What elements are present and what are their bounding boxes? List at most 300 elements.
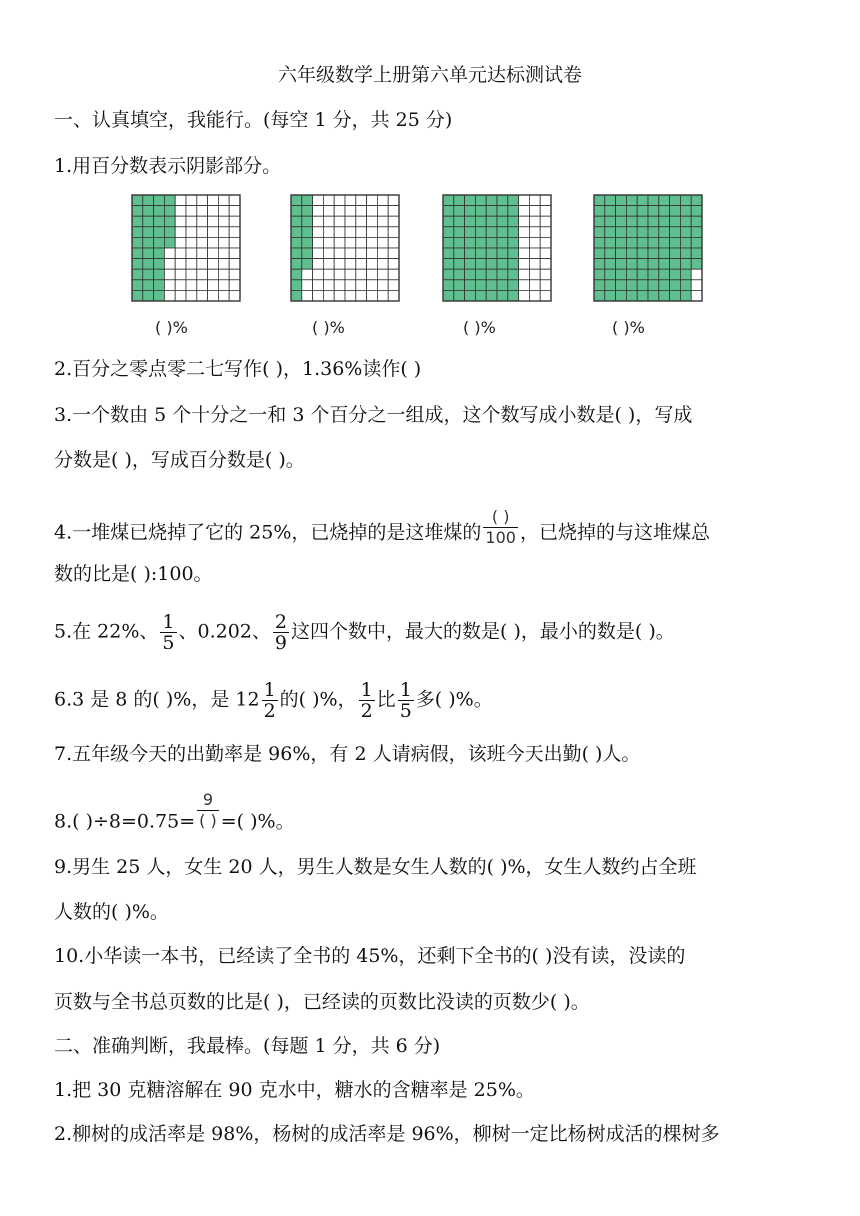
empty-cell [186,206,197,217]
empty-cell [388,269,399,280]
empty-cell [540,237,551,248]
question-9-line-1: 9.男生 25 人，女生 20 人，男生人数是女生人数的( )%，女生人数约占全班 [54,856,697,878]
shaded-cell [680,227,691,238]
empty-cell [356,248,367,259]
shaded-cell [616,248,627,259]
question-10-line-1: 10.小华读一本书，已经读了全书的 45%，还剩下全书的( )没有读，没读的 [54,945,686,967]
shaded-cell [659,259,670,270]
empty-cell [356,206,367,217]
shaded-cell [475,248,486,259]
shaded-cell [594,248,605,259]
shaded-cell [164,195,175,206]
shaded-cell [605,280,616,291]
shaded-cell [465,259,476,270]
empty-cell [208,259,219,270]
question-5 [54,612,675,653]
shaded-cell [648,227,659,238]
shaded-cell [626,237,637,248]
empty-cell [175,206,186,217]
question-5-text-b: 、0.202、 [178,620,271,643]
empty-cell [691,290,702,301]
shaded-cell [443,206,454,217]
shaded-cell [143,216,154,227]
shaded-cell [154,248,165,259]
shaded-cell [691,206,702,217]
shaded-cell [132,259,143,270]
empty-cell [175,227,186,238]
shaded-cell [626,269,637,280]
empty-cell [218,269,229,280]
empty-cell [334,259,345,270]
empty-cell [197,269,208,280]
empty-cell [367,216,378,227]
shaded-cell [486,269,497,280]
shaded-cell [616,216,627,227]
empty-cell [345,248,356,259]
empty-cell [367,248,378,259]
empty-cell [367,259,378,270]
shaded-cell [291,206,302,217]
shaded-cell [132,269,143,280]
empty-cell [323,269,334,280]
shaded-cell [486,227,497,238]
empty-cell [345,280,356,291]
fraction-numerator: 1 [263,679,276,701]
shaded-cell [659,280,670,291]
shaded-cell [648,290,659,301]
empty-cell [540,269,551,280]
shaded-cell [443,280,454,291]
page-title: 六年级数学上册第六单元达标测试卷 [277,64,582,86]
shaded-cell [626,248,637,259]
empty-cell [323,290,334,301]
empty-cell [197,227,208,238]
fraction-numerator: 9 [197,790,219,811]
shaded-cell [443,269,454,280]
shaded-cell [454,237,465,248]
question-3-line-2: 分数是( )，写成百分数是( )。 [54,449,305,471]
shaded-cell [670,195,681,206]
empty-cell [377,280,388,291]
shaded-cell [454,290,465,301]
empty-cell [175,248,186,259]
empty-cell [367,227,378,238]
shaded-cell [143,206,154,217]
shaded-cell [465,227,476,238]
empty-cell [218,216,229,227]
shaded-cell [616,280,627,291]
shaded-cell [594,237,605,248]
shaded-cell [605,206,616,217]
empty-cell [529,227,540,238]
empty-cell [313,216,324,227]
shaded-cell [443,259,454,270]
fraction-one-fifth [160,612,176,653]
shaded-cell [454,248,465,259]
shaded-cell [465,195,476,206]
empty-cell [164,248,175,259]
question-4-text-a: 4.一堆煤已烧掉了它的 25%，已烧掉的是这堆煤的 [54,521,482,544]
empty-cell [218,290,229,301]
empty-cell [218,280,229,291]
empty-cell [367,195,378,206]
empty-cell [377,206,388,217]
shaded-cell [508,216,519,227]
empty-cell [218,259,229,270]
shaded-cell [497,280,508,291]
empty-cell [313,259,324,270]
shaded-cell [132,227,143,238]
fraction-denominator: ( ) [199,811,217,830]
empty-cell [197,259,208,270]
shaded-cell [475,259,486,270]
empty-cell [540,195,551,206]
shaded-cell [486,237,497,248]
empty-cell [208,290,219,301]
shaded-cell [648,280,659,291]
empty-cell [302,280,313,291]
shaded-cell [454,195,465,206]
question-7: 7.五年级今天的出勤率是 96%，有 2 人请病假，该班今天出勤( )人。 [54,743,641,765]
empty-cell [229,259,240,270]
empty-cell [334,237,345,248]
shaded-cell [486,259,497,270]
shaded-cell [659,290,670,301]
shaded-cell [637,227,648,238]
shaded-cell [648,248,659,259]
shaded-cell [302,195,313,206]
empty-cell [377,290,388,301]
empty-cell [519,237,530,248]
hundred-grid-1 [130,193,242,303]
shaded-cell [648,237,659,248]
empty-cell [356,237,367,248]
empty-cell [218,206,229,217]
shaded-cell [637,290,648,301]
shaded-cell [670,206,681,217]
empty-cell [519,248,530,259]
shaded-cell [475,237,486,248]
shaded-cell [443,248,454,259]
question-6-text-b: 的( )%， [279,688,357,711]
shaded-cell [465,269,476,280]
empty-cell [323,259,334,270]
empty-cell [334,269,345,280]
shaded-cell [659,248,670,259]
shaded-cell [486,195,497,206]
empty-cell [540,248,551,259]
shaded-cell [648,206,659,217]
shaded-cell [637,195,648,206]
empty-cell [175,195,186,206]
question-8 [54,790,295,843]
empty-cell [218,248,229,259]
empty-cell [345,227,356,238]
shaded-cell [465,290,476,301]
shaded-cell [626,290,637,301]
empty-cell [691,280,702,291]
shaded-cell [497,216,508,227]
shaded-cell [132,195,143,206]
shaded-cell [465,248,476,259]
shaded-cell [132,237,143,248]
empty-cell [164,269,175,280]
shaded-cell [626,216,637,227]
shaded-cell [616,227,627,238]
empty-cell [540,280,551,291]
shaded-cell [605,195,616,206]
empty-cell [313,237,324,248]
empty-cell [208,280,219,291]
fraction-denominator: 5 [399,700,412,722]
shaded-cell [691,227,702,238]
shaded-cell [475,195,486,206]
shaded-cell [648,269,659,280]
shaded-cell [143,290,154,301]
shaded-cell [659,206,670,217]
empty-cell [356,259,367,270]
empty-cell [388,227,399,238]
question-4-line-2: 数的比是( ):100。 [54,563,213,585]
fraction-numerator: 1 [162,611,175,633]
shaded-cell [143,280,154,291]
empty-cell [175,269,186,280]
shaded-cell [143,195,154,206]
shaded-cell [497,237,508,248]
shaded-cell [670,227,681,238]
shaded-cell [164,206,175,217]
empty-cell [186,269,197,280]
shaded-cell [626,227,637,238]
shaded-cell [486,216,497,227]
fraction-numerator: 1 [399,679,412,701]
shaded-cell [291,269,302,280]
empty-cell [345,206,356,217]
shaded-cell [443,237,454,248]
shaded-cell [291,259,302,270]
question-6-text-a: 6.3 是 8 的( )%，是 12 [54,688,260,711]
empty-cell [334,280,345,291]
shaded-cell [594,290,605,301]
empty-cell [356,227,367,238]
shaded-cell [291,195,302,206]
empty-cell [345,195,356,206]
empty-cell [323,195,334,206]
empty-cell [388,195,399,206]
shaded-cell [508,248,519,259]
empty-cell [519,290,530,301]
empty-cell [218,227,229,238]
shaded-cell [670,280,681,291]
shaded-cell [680,195,691,206]
empty-cell [313,280,324,291]
shaded-cell [132,248,143,259]
shaded-cell [691,248,702,259]
empty-cell [313,269,324,280]
shaded-cell [465,216,476,227]
empty-cell [529,206,540,217]
empty-cell [218,237,229,248]
shaded-cell [154,206,165,217]
empty-cell [323,227,334,238]
shaded-cell [302,248,313,259]
question-5-text-a: 5.在 22%、 [54,620,159,643]
empty-cell [367,269,378,280]
empty-cell [323,237,334,248]
shaded-cell [497,269,508,280]
empty-cell [519,280,530,291]
empty-cell [519,206,530,217]
empty-cell [529,259,540,270]
shaded-cell [143,227,154,238]
shaded-cell [691,237,702,248]
question-5-text-c: 这四个数中，最大的数是( )，最小的数是( )。 [291,620,675,643]
empty-cell [323,248,334,259]
empty-cell [345,237,356,248]
shaded-cell [302,259,313,270]
shaded-cell [454,216,465,227]
shaded-cell [659,216,670,227]
shaded-cell [605,248,616,259]
empty-cell [529,269,540,280]
shaded-cell [508,280,519,291]
shaded-cell [486,290,497,301]
shaded-cell [154,216,165,227]
empty-cell [334,195,345,206]
empty-cell [691,269,702,280]
empty-cell [197,216,208,227]
empty-cell [208,227,219,238]
question-1: 1.用百分数表示阴影部分。 [54,155,282,177]
shaded-cell [637,216,648,227]
judgement-2: 2.柳树的成活率是 98%，杨树的成活率是 96%，柳树一定比杨树成活的棵树多 [54,1123,720,1145]
empty-cell [529,290,540,301]
shaded-cell [143,269,154,280]
shaded-cell [291,280,302,291]
empty-cell [197,280,208,291]
shaded-cell [508,290,519,301]
shaded-cell [637,248,648,259]
shaded-cell [443,216,454,227]
shaded-cell [616,259,627,270]
shaded-cell [291,227,302,238]
empty-cell [377,216,388,227]
shaded-cell [443,227,454,238]
shaded-cell [302,237,313,248]
question-10-line-2: 页数与全书总页数的比是( )，已经读的页数比没读的页数少( )。 [54,991,590,1013]
empty-cell [388,237,399,248]
shaded-cell [594,195,605,206]
shaded-cell [594,280,605,291]
shaded-cell [680,216,691,227]
shaded-cell [648,259,659,270]
empty-cell [345,269,356,280]
shaded-cell [637,237,648,248]
shaded-cell [594,269,605,280]
empty-cell [356,195,367,206]
empty-cell [367,206,378,217]
shaded-cell [659,237,670,248]
empty-cell [313,206,324,217]
empty-cell [208,237,219,248]
empty-cell [356,269,367,280]
shaded-cell [465,206,476,217]
empty-cell [208,216,219,227]
empty-cell [540,206,551,217]
shaded-cell [605,216,616,227]
shaded-cell [154,269,165,280]
empty-cell [208,206,219,217]
shaded-cell [616,237,627,248]
empty-cell [313,227,324,238]
shaded-cell [154,280,165,291]
question-8-text-b: =( )%。 [220,810,295,833]
empty-cell [388,259,399,270]
hundred-grid-3 [441,193,553,303]
shaded-cell [132,280,143,291]
empty-cell [529,248,540,259]
shaded-cell [648,195,659,206]
shaded-cell [497,259,508,270]
empty-cell [229,195,240,206]
shaded-cell [680,206,691,217]
shaded-cell [691,259,702,270]
empty-cell [197,195,208,206]
shaded-cell [680,290,691,301]
shaded-cell [508,206,519,217]
shaded-cell [670,248,681,259]
shaded-cell [143,237,154,248]
shaded-cell [508,259,519,270]
empty-cell [313,290,324,301]
question-4-text-b: ，已烧掉的与这堆煤总 [519,521,710,544]
shaded-cell [497,227,508,238]
fraction-denominator: 2 [263,700,276,722]
empty-cell [377,259,388,270]
shaded-cell [637,206,648,217]
fraction-denominator: 5 [162,632,175,654]
shaded-cell [497,206,508,217]
shaded-cell [154,259,165,270]
shaded-cell [659,269,670,280]
shaded-cell [680,237,691,248]
shaded-cell [465,280,476,291]
shaded-cell [626,259,637,270]
empty-cell [164,280,175,291]
empty-cell [529,280,540,291]
empty-cell [334,216,345,227]
shaded-cell [454,227,465,238]
empty-cell [186,280,197,291]
empty-cell [164,259,175,270]
shaded-cell [497,290,508,301]
shaded-cell [691,216,702,227]
shaded-cell [291,290,302,301]
shaded-cell [154,237,165,248]
empty-cell [197,248,208,259]
fraction-numerator: 1 [360,679,373,701]
empty-cell [540,216,551,227]
empty-cell [540,259,551,270]
section-heading-fill-in: 一、认真填空，我能行。(每空 1 分，共 25 分) [54,109,453,131]
empty-cell [356,280,367,291]
empty-cell [345,216,356,227]
empty-cell [229,269,240,280]
shaded-cell [454,269,465,280]
shaded-cell [637,269,648,280]
fraction-numerator: 2 [274,611,287,633]
empty-cell [356,216,367,227]
